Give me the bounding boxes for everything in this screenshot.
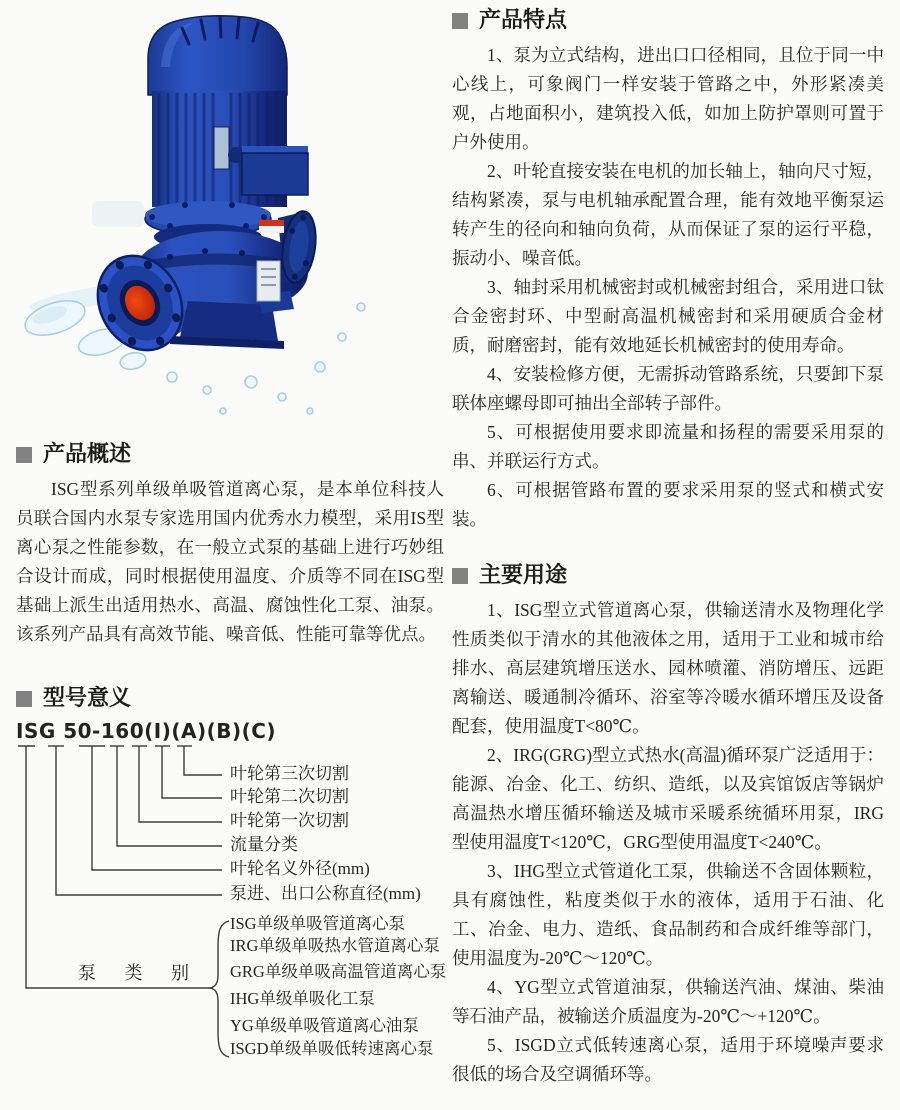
model-code: ISG 50-160(I)(A)(B)(C) — [16, 719, 277, 743]
category-yg: YG单级单吸管道离心油泵 — [230, 1016, 419, 1035]
category-ihg: IHG单级单吸化工泵 — [230, 989, 375, 1008]
use-item-1: 1、ISG型立式管道离心泵，供输送清水及物理化学性质类似于清水的其他液体之用，适用于工业和城市给排水、高层建筑增压送水、园林喷灌、消防增压、远距离输送、暖通制冷循环、浴室等冷暖水循环增压及设备配套，使用温度T<80℃。 — [452, 600, 884, 736]
overview-section — [16, 442, 444, 649]
model-meaning-section — [16, 686, 461, 1101]
model-heading — [16, 686, 461, 712]
uses-heading — [452, 563, 884, 589]
right-column — [452, 8, 884, 1089]
model-title: 型号意义 — [43, 686, 132, 711]
feature-item-5: 5、可根据使用要求即流量和扬程的需要采用泵的串、并联运行方式。 — [452, 422, 884, 471]
pump-class-label: 泵 类 别 — [78, 963, 201, 983]
use-item-2: 2、IRG(GRG)型立式热水(高温)循环泵广泛适用于：能源、冶金、化工、纺织、造纸，以及宾馆饭店等锅炉高温热水增压循环输送及城市采暖系统循环用泵，IRG型使用温度T<120℃，GRG型使用温度T<240℃。 — [452, 745, 884, 852]
callout-third-cut: 叶轮第三次切割 — [230, 764, 349, 783]
use-item-4: 4、YG型立式管道油泵，供输送汽油、煤油、柴油等石油产品，被输送介质温度为-20℃～+120℃。 — [452, 977, 884, 1026]
feature-item-3: 3、轴封采用机械密封或机械密封组合，采用进口钛合金密封环、中型耐高温机械密封和采用硬质合金材质，耐磨密封，能有效地延长机械密封的使用寿命。 — [452, 277, 884, 355]
callout-flow-class: 流量分类 — [230, 835, 298, 854]
model-code-diagram — [16, 741, 461, 1086]
overview-heading — [16, 442, 444, 468]
callout-impeller-dia: 叶轮名义外径(mm) — [230, 859, 370, 878]
section-bullet-square-icon — [452, 568, 468, 584]
features-heading — [452, 8, 884, 34]
feature-item-1: 1、泵为立式结构，进出口口径相同，且位于同一中心线上，可象阀门一样安装于管路之中，外形紧凑美观，占地面积小，建筑投入低，如加上防护罩则可置于户外使用。 — [452, 45, 884, 152]
feature-item-2: 2、叶轮直接安装在电机的加长轴上，轴向尺寸短，结构紧凑，泵与电机轴承配置合理，能有效地平衡泵运转产生的径向和轴向负荷，从而保证了泵的运行平稳，振动小、噪音低。 — [452, 161, 884, 268]
feature-item-6: 6、可根据管路布置的要求采用泵的竖式和横式安装。 — [452, 480, 884, 529]
section-bullet-square-icon — [16, 691, 32, 707]
pump-product-photo — [20, 5, 440, 433]
overview-body: ISG型系列单级单吸管道离心泵，是本单位科技人员联合国内水泵专家选用国内优秀水力模型，采用IS型离心泵之性能参数，在一般立式泵的基础上进行巧妙组合设计而成，同时根据使用温度、介质等不同在ISG型基础上派生出适用热水、高温、腐蚀性化工泵、油泵。该系列产品具有高效节能、噪音低、性能可靠等优点。 — [16, 479, 444, 644]
pump-illustration — [20, 5, 440, 433]
use-item-5: 5、ISGD立式低转速离心泵，适用于环境噪声要求很低的场合及空调循环等。 — [452, 1035, 884, 1084]
category-irg: IRG单级单吸热水管道离心泵 — [230, 936, 440, 955]
category-isg: ISG单级单吸管道离心泵 — [230, 914, 406, 933]
category-grg: GRG单级单吸高温管道离心泵 — [230, 962, 447, 981]
category-isgd: ISGD单级单吸低转速离心泵 — [230, 1039, 434, 1058]
callout-second-cut: 叶轮第二次切割 — [230, 787, 349, 806]
overview-title: 产品概述 — [43, 442, 132, 467]
callout-port-dia: 泵进、出口公称直径(mm) — [230, 884, 421, 903]
use-item-3: 3、IHG型立式管道化工泵，供输送不含固体颗粒，具有腐蚀性，粘度类似于水的液体，适用于石油、化工、冶金、电力、造纸、食品制药和合成纤维等部门，使用温度为-20℃～120℃。 — [452, 861, 884, 968]
uses-title: 主要用途 — [479, 563, 568, 588]
features-title: 产品特点 — [479, 8, 568, 33]
feature-item-4: 4、安装检修方便，无需拆动管路系统，只要卸下泵联体座螺母即可抽出全部转子部件。 — [452, 364, 884, 413]
callout-first-cut: 叶轮第一次切割 — [230, 811, 349, 830]
section-bullet-square-icon — [16, 447, 32, 463]
section-bullet-square-icon — [452, 13, 468, 29]
